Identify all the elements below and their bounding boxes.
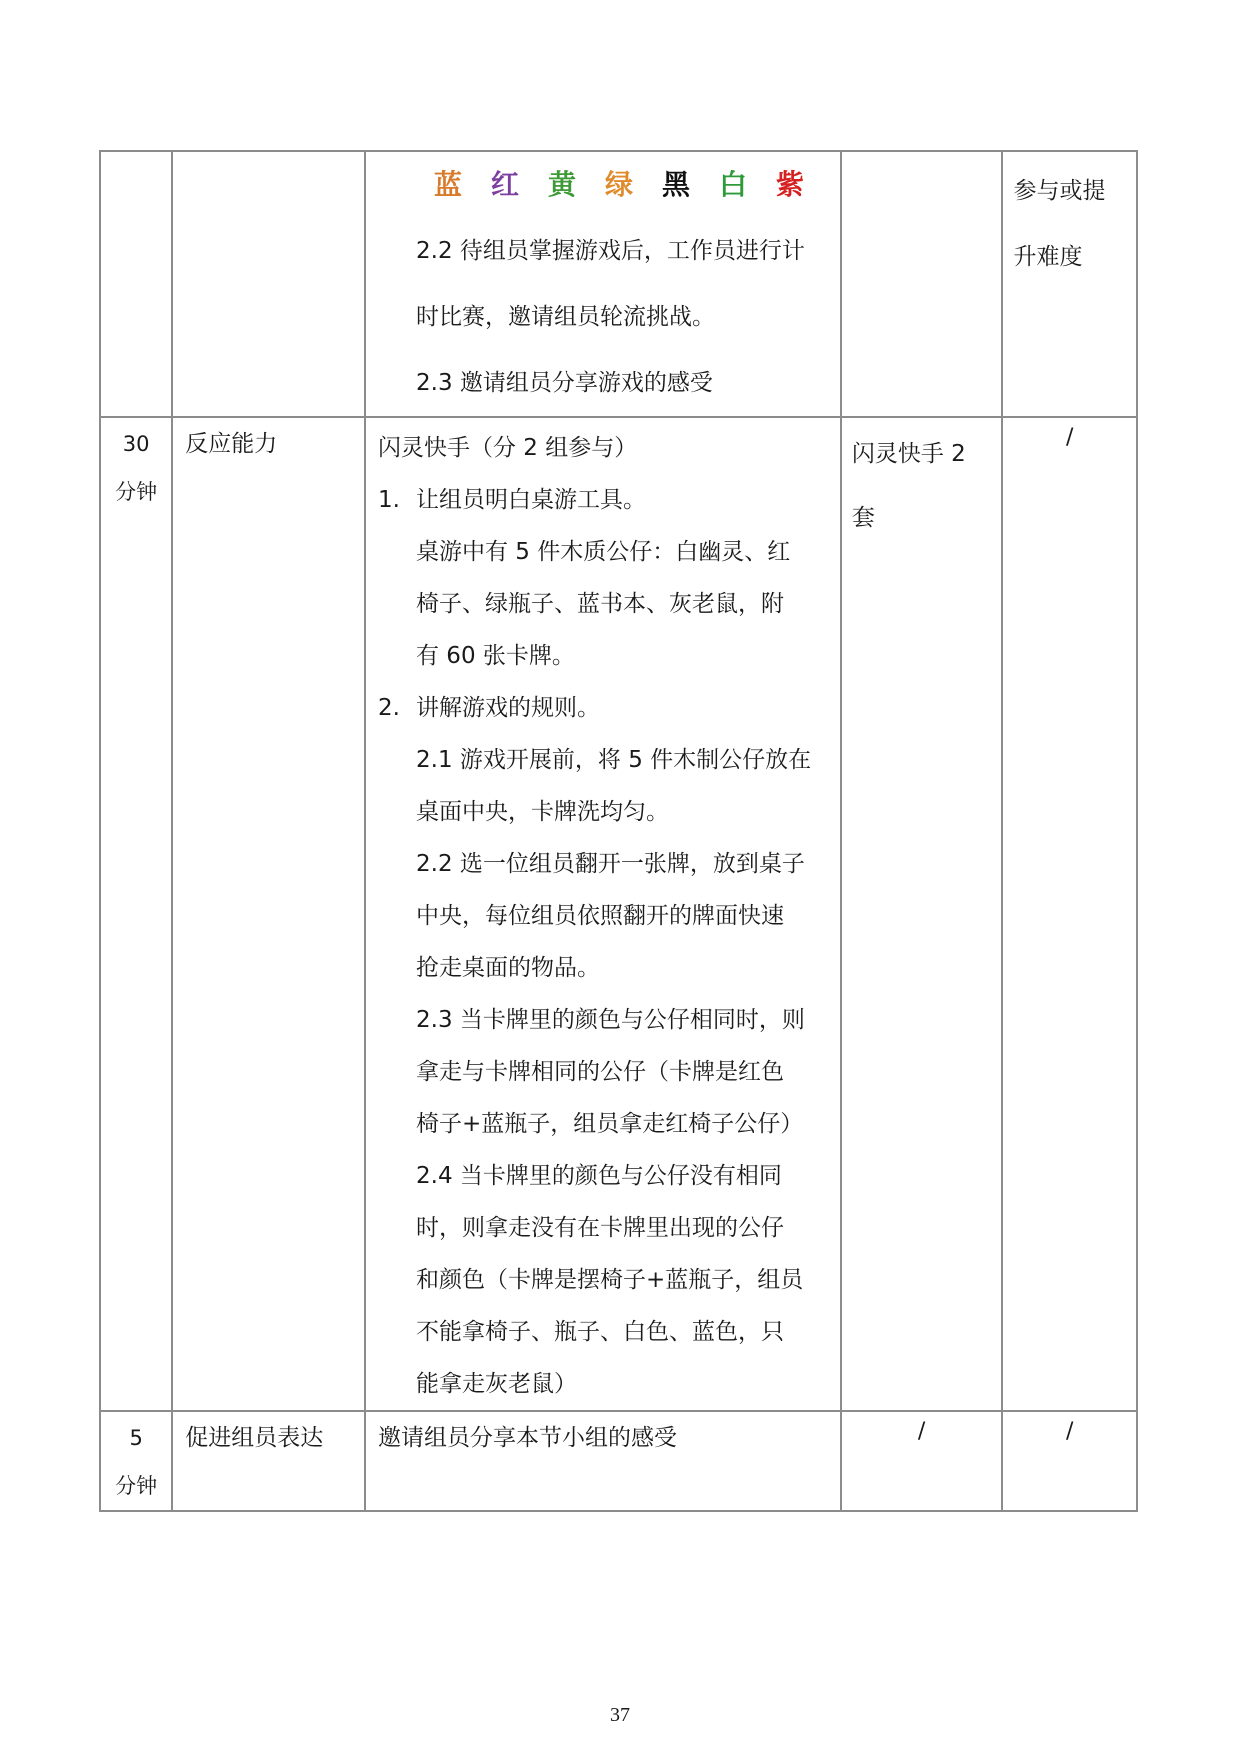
time-value: 30 [122,432,150,456]
content-line: 拿走与卡牌相同的公仔（卡牌是红色 [416,1059,784,1085]
remark-line: 参与或提 [1013,178,1106,204]
content-line: 时比赛，邀请组员轮流挑战。 [416,304,715,330]
materials-cell [841,417,1003,1411]
content-line: 有 60 张卡牌。 [416,643,575,669]
remark-cell [1002,417,1137,1411]
content-line: 椅子、绿瓶子、蓝书本、灰老鼠，附 [416,591,784,617]
materials-cell [841,151,1003,417]
list-number: 2. [378,695,400,721]
table-row [100,151,1137,417]
time-cell [100,151,172,417]
materials-cell [841,1411,1003,1511]
table-row [100,1411,1137,1511]
materials-line: 闪灵快手 2 [851,441,966,467]
time-cell [100,1411,172,1511]
content-line: 中央，每位组员依照翻开的牌面快速 [416,903,784,929]
content-line: 时，则拿走没有在卡牌里出现的公仔 [416,1215,784,1241]
content-line: 能拿走灰老鼠） [416,1371,577,1397]
remark-cell [1002,1411,1137,1511]
color-word-list [366,152,840,218]
content-line: 桌游中有 5 件木质公仔：白幽灵、红 [416,539,791,565]
content-cell [365,417,841,1411]
color-word: 白 [719,168,748,201]
content-line: 桌面中央，卡牌洗均匀。 [416,799,669,825]
content-line: 2.2 选一位组员翻开一张牌，放到桌子 [416,851,805,877]
time-value: 5 [129,1426,143,1450]
color-word: 紫 [776,168,805,201]
remark-cell [1002,151,1137,417]
objective-cell [172,417,365,1411]
objective-text: 反应能力 [185,431,278,457]
page-number: 37 [610,1704,630,1726]
content-line: 椅子+蓝瓶子，组员拿走红椅子公仔） [416,1111,804,1137]
color-word: 绿 [605,168,634,201]
time-cell [100,417,172,1411]
list-item [366,474,840,526]
remark-text: / [1066,425,1074,450]
content-line: 和颜色（卡牌是摆椅子+蓝瓶子，组员 [416,1267,804,1293]
color-word: 蓝 [434,168,463,201]
list-number: 1. [378,487,400,513]
color-word: 红 [491,168,520,201]
time-unit: 分钟 [115,1474,158,1498]
content-text: 邀请组员分享本节小组的感受 [378,1425,677,1451]
content-cell [365,151,841,417]
table-row [100,417,1137,1411]
content-line: 2.1 游戏开展前，将 5 件木制公仔放在 [416,747,812,773]
activity-plan-table [99,150,1138,1512]
content-line: 2.3 当卡牌里的颜色与公仔相同时，则 [416,1007,805,1033]
list-text: 讲解游戏的规则。 [416,695,600,721]
content-cell [365,1411,841,1511]
remark-line: 升难度 [1013,244,1083,270]
remark-text: / [1066,1419,1074,1444]
content-line: 2.4 当卡牌里的颜色与公仔没有相同 [416,1163,782,1189]
objective-text: 促进组员表达 [185,1425,324,1451]
content-title: 闪灵快手（分 2 组参与） [378,435,638,461]
content-line: 抢走桌面的物品。 [416,955,600,981]
content-line: 2.3 邀请组员分享游戏的感受 [416,370,713,396]
content-line: 2.2 待组员掌握游戏后，工作员进行计 [416,238,805,264]
color-word: 黑 [662,168,691,201]
objective-cell [172,1411,365,1511]
list-item [366,682,840,734]
objective-cell [172,151,365,417]
materials-line: 套 [851,505,875,531]
time-unit: 分钟 [115,480,158,504]
list-text: 让组员明白桌游工具。 [416,487,646,513]
materials-text: / [917,1419,926,1444]
color-word: 黄 [548,168,577,201]
content-line: 不能拿椅子、瓶子、白色、蓝色，只 [416,1319,784,1345]
